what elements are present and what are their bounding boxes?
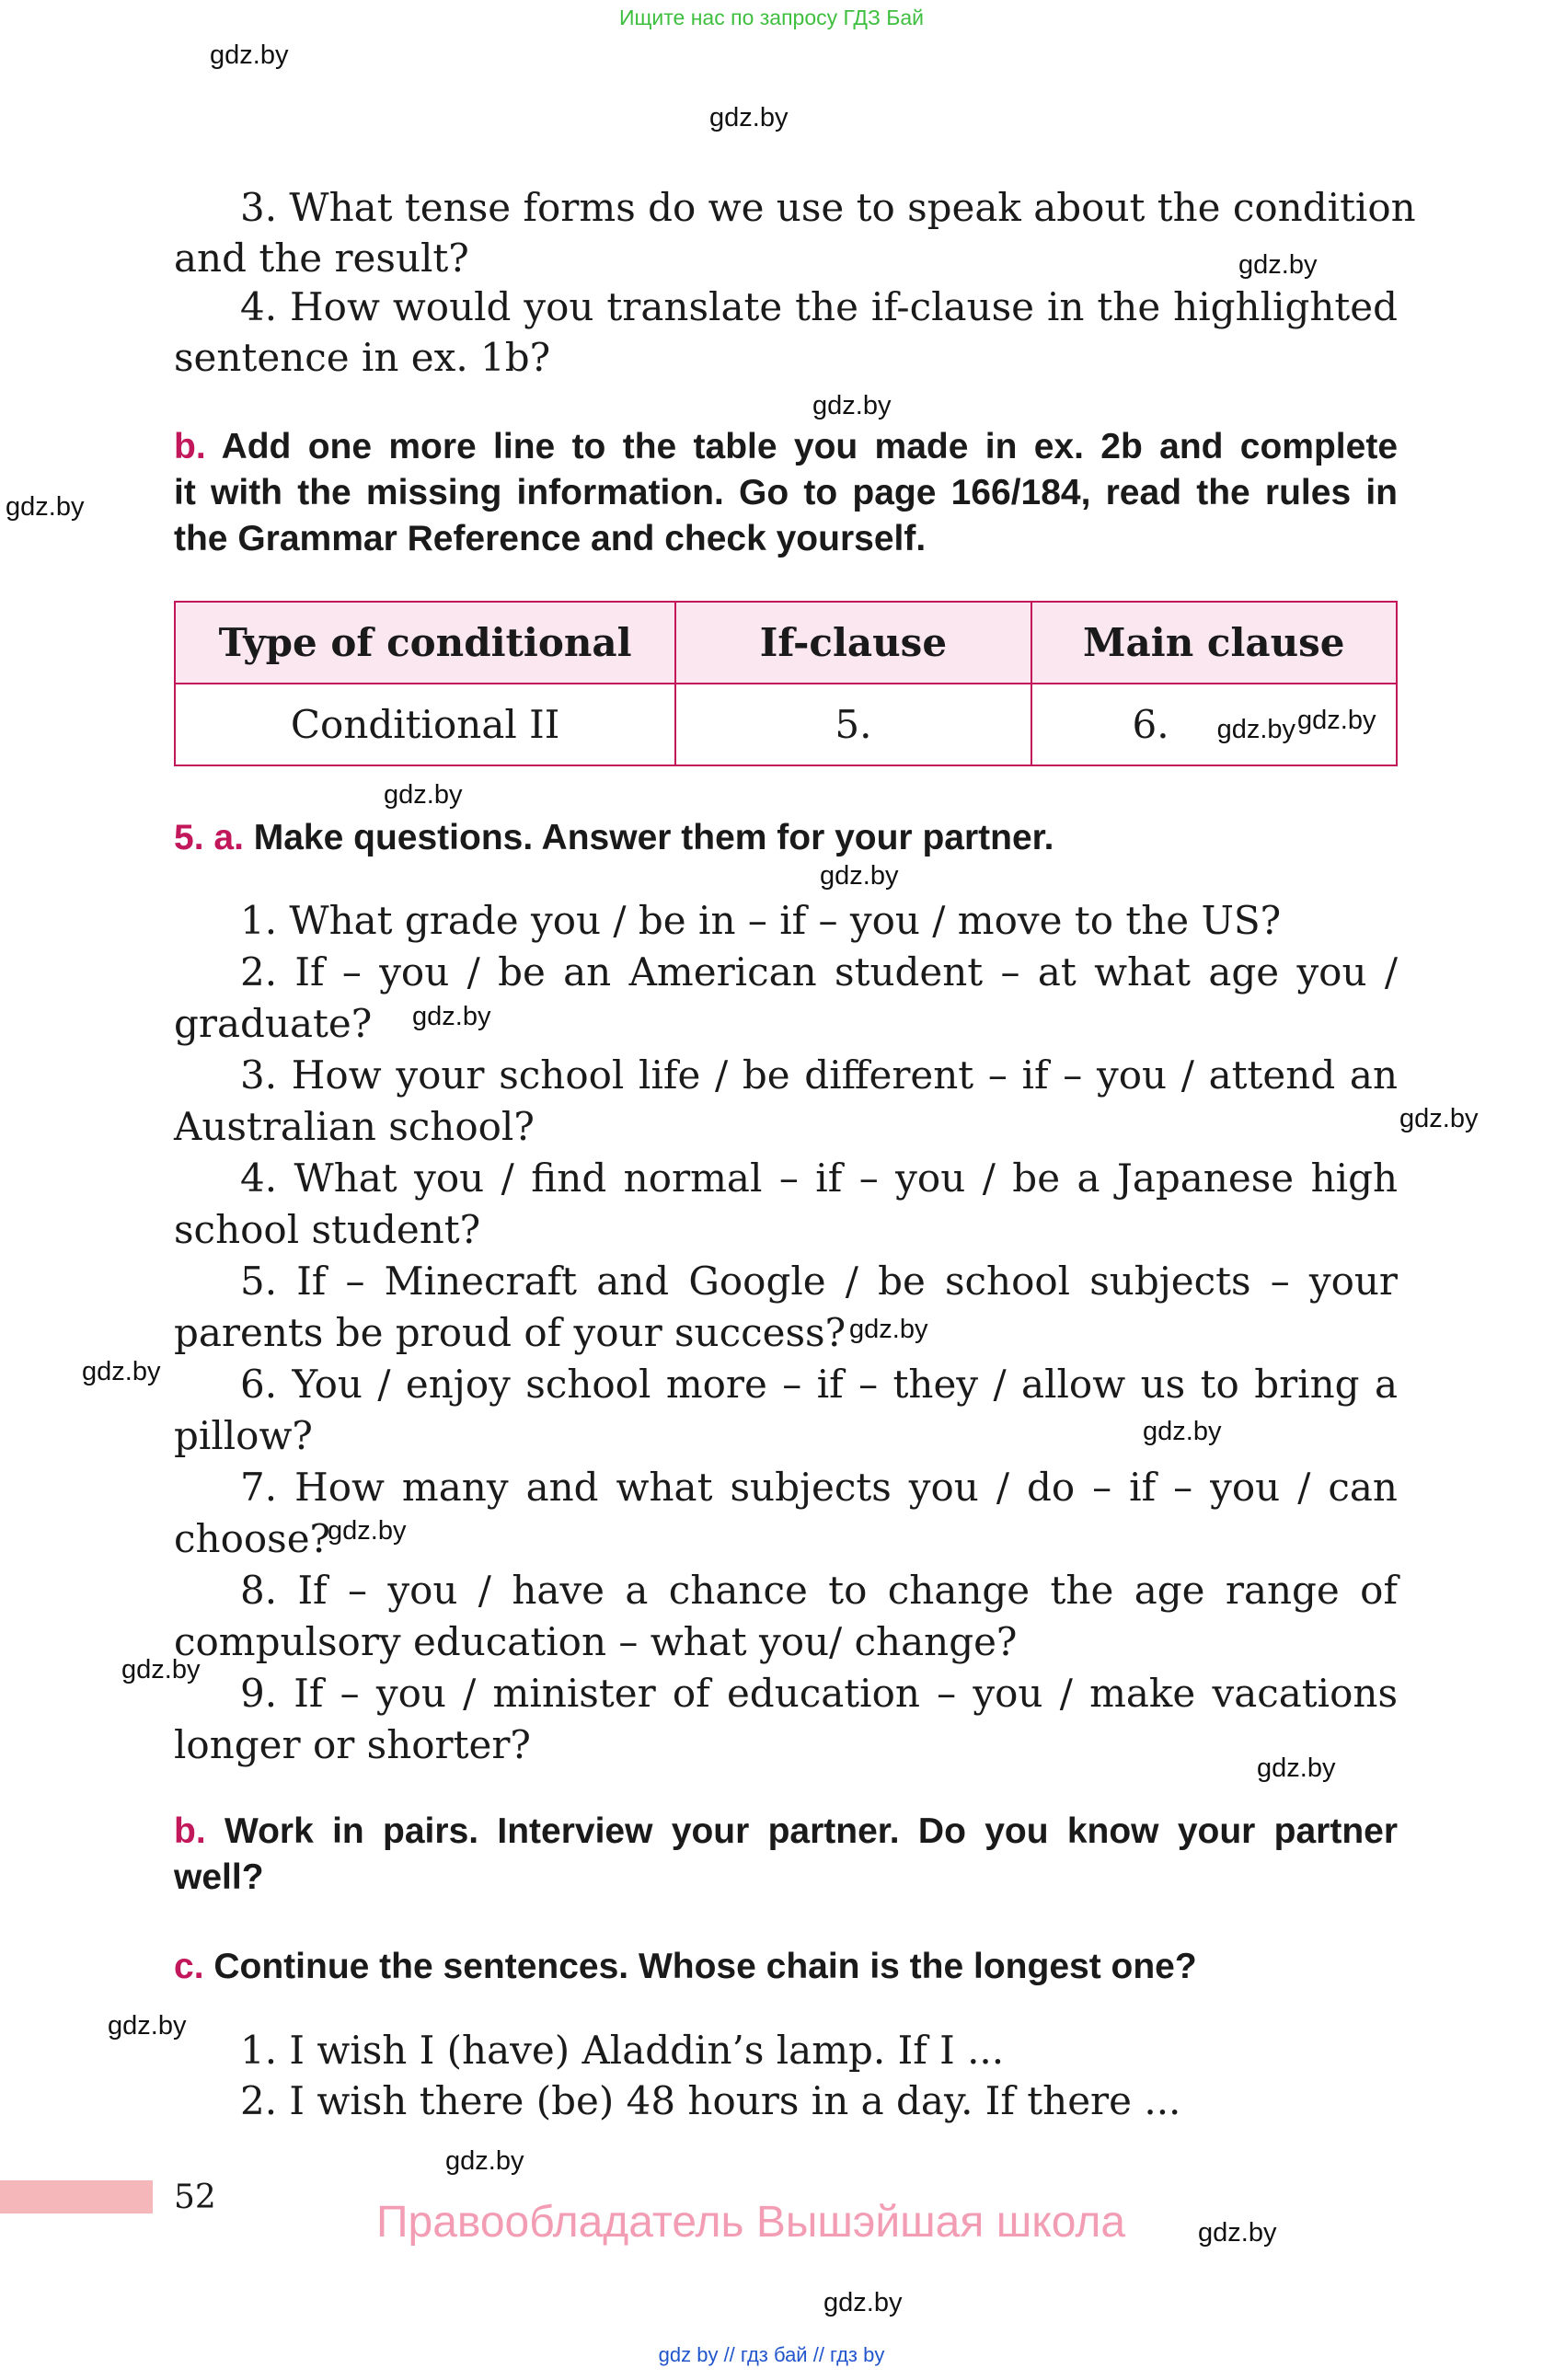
watermark: gdz.by (1198, 2218, 1277, 2248)
top-banner: Ищите нас по запросу ГДЗ Бай (618, 6, 925, 29)
instruction-line: well? (174, 1857, 264, 1897)
list-item-cont: compulsory education – what you/ change? (174, 1619, 1018, 1664)
instruction-text: Make questions. Answer them for your partner. (253, 818, 1054, 857)
list-item-cont: school student? (174, 1207, 481, 1252)
conditional-table (174, 601, 1398, 766)
watermark: gdz.by (1399, 1104, 1479, 1133)
instruction-text: Continue the sentences. Whose chain is the longest one? (213, 1947, 1197, 1986)
watermark: gdz.by (823, 2288, 903, 2317)
instruction-line: the Grammar Reference and check yourself. (174, 519, 927, 558)
watermark: gdz.by (1297, 706, 1376, 735)
watermark: gdz.by (820, 861, 899, 891)
list-item-cont: parents be proud of your success? (174, 1310, 846, 1355)
watermark: gdz.by (445, 2146, 524, 2176)
watermark: gdz.by (121, 1655, 201, 1684)
list-item: 9. If – you / minister of education – you / make vacations (240, 1671, 1398, 1716)
text-line: 3. What tense forms do we use to speak about the condition (240, 185, 1416, 230)
list-item: 7. How many and what subjects you / do – if – you / can (240, 1465, 1398, 1510)
list-item: 6. You / enjoy school more – if – they / allow us to bring a (240, 1362, 1398, 1407)
table-row (175, 684, 1397, 765)
list-item-cont: graduate? (174, 1001, 373, 1046)
exercise-5a-list (174, 895, 1398, 1771)
page-number: 52 (174, 2179, 216, 2216)
watermark: gdz.by (709, 103, 789, 132)
list-item: 4. What you / find normal – if – you / be a Japanese high (240, 1156, 1398, 1201)
watermark: gdz.by (1238, 250, 1318, 280)
table-header-if-clause: If-clause (675, 602, 1031, 684)
list-item: 2. I wish there (be) 48 hours in a day. If there ... (240, 2078, 1181, 2123)
instruction-line (174, 424, 1398, 470)
exercise-letter: b. (174, 1811, 206, 1851)
list-item-cont: choose? (174, 1516, 331, 1561)
watermark: gdz.by (328, 1516, 407, 1546)
list-item: 2. If – you / be an American student – at what age you / (240, 949, 1398, 995)
watermark: gdz.by (6, 492, 85, 522)
list-item: 8. If – you / have a chance to change the age range of (240, 1568, 1398, 1613)
footer-links[interactable]: gdz by // гдз бай // гдз by (658, 2343, 885, 2366)
list-item: 5. If – Minecraft and Google / be school subjects – your (240, 1259, 1398, 1304)
list-item-cont: longer or shorter? (174, 1722, 531, 1767)
exercise-b-instructions (174, 424, 1398, 562)
table-cell-text: 6. (1132, 702, 1169, 747)
watermark: gdz.by (108, 2011, 187, 2041)
copyright-owner: Правообладатель Вышэйшая школа (376, 2198, 1126, 2247)
list-item: 1. I wish I (have) Aladdin’s lamp. If I ... (240, 2028, 1005, 2073)
table-header-main-clause: Main clause (1031, 602, 1397, 684)
exercise-5a-instructions (174, 815, 1398, 861)
table-cell (1031, 684, 1397, 765)
watermark: gdz.by (849, 1315, 928, 1344)
text-line: 4. How would you translate the if-clause in the highlighted (240, 284, 1398, 329)
watermark: gdz.by (1257, 1753, 1336, 1783)
exercise-5b-instructions (174, 1809, 1398, 1901)
table-cell: Conditional II (175, 684, 675, 765)
exercise-5c-list (174, 2025, 1398, 2126)
instruction-text: Add one more line to the table you made in ex. 2b and complete (221, 427, 1399, 466)
question-4 (174, 282, 1398, 383)
watermark: gdz.by (82, 1357, 161, 1386)
exercise-letter: b. (174, 427, 206, 466)
watermark: gdz.by (412, 1002, 491, 1031)
exercise-letter: c. (174, 1947, 204, 1986)
list-item: 1. What grade you / be in – if – you / move to the US? (240, 898, 1282, 943)
list-item-cont: Australian school? (174, 1104, 535, 1149)
text-line: and the result? (174, 236, 469, 281)
exercise-letter: a. (213, 818, 244, 857)
list-item-cont: pillow? (174, 1413, 313, 1458)
table-header-type: Type of conditional (175, 602, 675, 684)
watermark: gdz.by (1216, 715, 1296, 744)
list-item: 3. How your school life / be different – if – you / attend an (240, 1052, 1398, 1098)
question-3 (174, 182, 1416, 283)
table-cell: 5. (675, 684, 1031, 765)
instruction-text: Work in pairs. Interview your partner. Do you know your partner (224, 1811, 1399, 1851)
text-line: sentence in ex. 1b? (174, 335, 551, 380)
watermark: gdz.by (384, 780, 463, 810)
watermark: gdz.by (812, 391, 892, 420)
instruction-line: it with the missing information. Go to page 166/184, read the rules in (174, 473, 1398, 512)
exercise-5c-instructions (174, 1944, 1398, 1990)
page-marker-bar (0, 2180, 153, 2213)
watermark: gdz.by (1143, 1417, 1222, 1446)
watermark: gdz.by (210, 40, 289, 70)
exercise-number: 5. (174, 818, 204, 857)
